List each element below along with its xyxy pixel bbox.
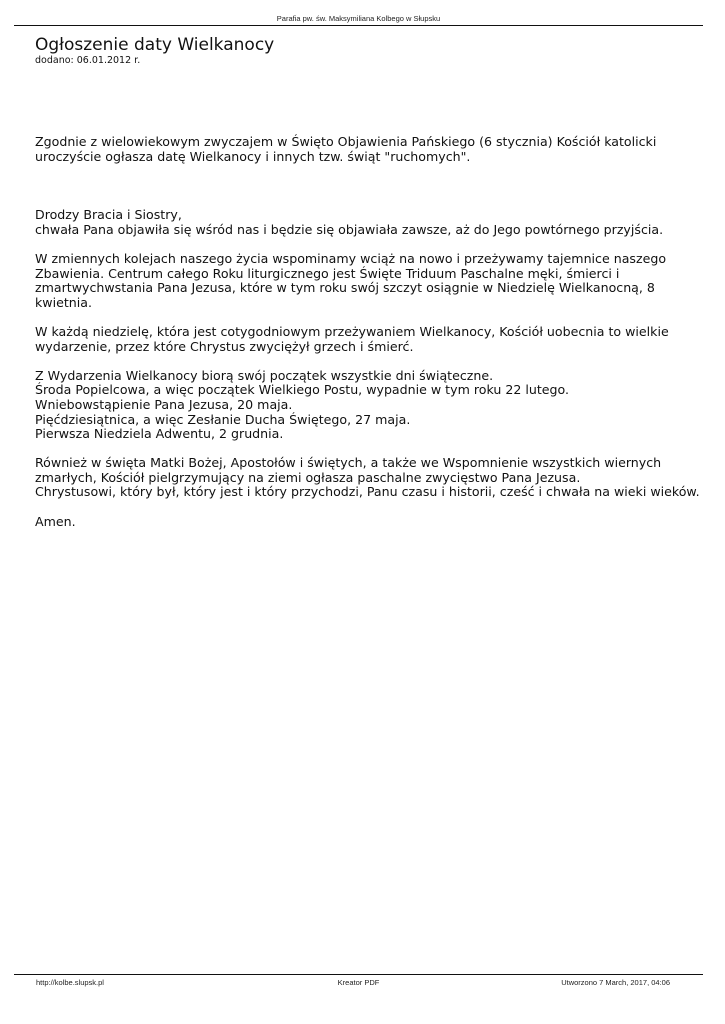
- footer-generator: Kreator PDF: [337, 978, 380, 987]
- site-name: Parafia pw. św. Maksymiliana Kolbego w Słupsku: [276, 14, 441, 23]
- footer-url: http://kolbe.slupsk.pl: [36, 978, 104, 987]
- page-header: [14, 14, 703, 26]
- paragraph-4: [35, 456, 705, 500]
- text-line: wydarzenie, przez które Chrystus zwyciężył grzech i śmierć.: [35, 338, 414, 354]
- text-line: Pierwsza Niedziela Adwentu, 2 grudnia.: [35, 426, 284, 442]
- article-body: [35, 135, 705, 529]
- intro-paragraph: [35, 135, 705, 164]
- text-line: Zgodnie z wielowiekowym zwyczajem w Święto Objawienia Pańskiego (6 stycznia) Kościół katolicki: [35, 134, 657, 149]
- paragraph-1: [35, 252, 705, 310]
- text-line: kwietnia.: [35, 294, 92, 310]
- text-line: Chrystusowi, który był, który jest i który przychodzi, Panu czasu i historii, cześć i chwała na wieki wieków.: [35, 484, 700, 500]
- article-title: Ogłoszenie daty Wielkanocy: [35, 35, 275, 55]
- paragraph-2: [35, 325, 705, 354]
- text-line: Pięćdziesiątnica, a więc Zesłanie Ducha Świętego, 27 maja.: [35, 411, 411, 427]
- text-line: zmarłych, Kościół pielgrzymujący na ziemi ogłasza paschalne zwycięstwo Pana Jezusa.: [35, 469, 581, 485]
- paragraph-3: [35, 369, 705, 442]
- article-date: dodano: 06.01.2012 r.: [35, 55, 141, 66]
- page-footer: [14, 974, 703, 989]
- greeting-paragraph: [35, 208, 705, 237]
- text-line: Zbawienia. Centrum całego Roku liturgicznego jest Święte Triduum Paschalne męki, śmierci i: [35, 265, 620, 281]
- text-line: Również w święta Matki Bożej, Apostołów i świętych, a także we Wspomnienie wszystkich wiernych: [35, 455, 662, 471]
- footer-created: Utworzono 7 March, 2017, 04:06: [561, 978, 670, 987]
- text-line: chwała Pana objawiła się wśród nas i będzie się objawiała zawsze, aż do Jego powtórnego przyjścia.: [35, 221, 664, 237]
- text-line: zmartwychwstania Pana Jezusa, które w tym roku swój szczyt osiągnie w Niedzielę Wielkanocną, 8: [35, 280, 655, 296]
- text-line: Środa Popielcowa, a więc początek Wielkiego Postu, wypadnie w tym roku 22 lutego.: [35, 382, 570, 398]
- text-line: W zmiennych kolejach naszego życia wspominamy wciąż na nowo i przeżywamy tajemnice naszego: [35, 250, 667, 266]
- text-line: Z Wydarzenia Wielkanocy biorą swój początek wszystkie dni świąteczne.: [35, 367, 494, 383]
- text-line: Amen.: [35, 513, 76, 529]
- text-line: W każdą niedzielę, która jest cotygodniowym przeżywaniem Wielkanocy, Kościół uobecnia to wielkie: [35, 323, 669, 339]
- closing-line: [35, 515, 705, 530]
- text-line: Wniebowstąpienie Pana Jezusa, 20 maja.: [35, 396, 293, 412]
- text-line: Drodzy Bracia i Siostry,: [35, 207, 182, 223]
- text-line: uroczyście ogłasza datę Wielkanocy i innych tzw. świąt "ruchomych".: [35, 148, 471, 164]
